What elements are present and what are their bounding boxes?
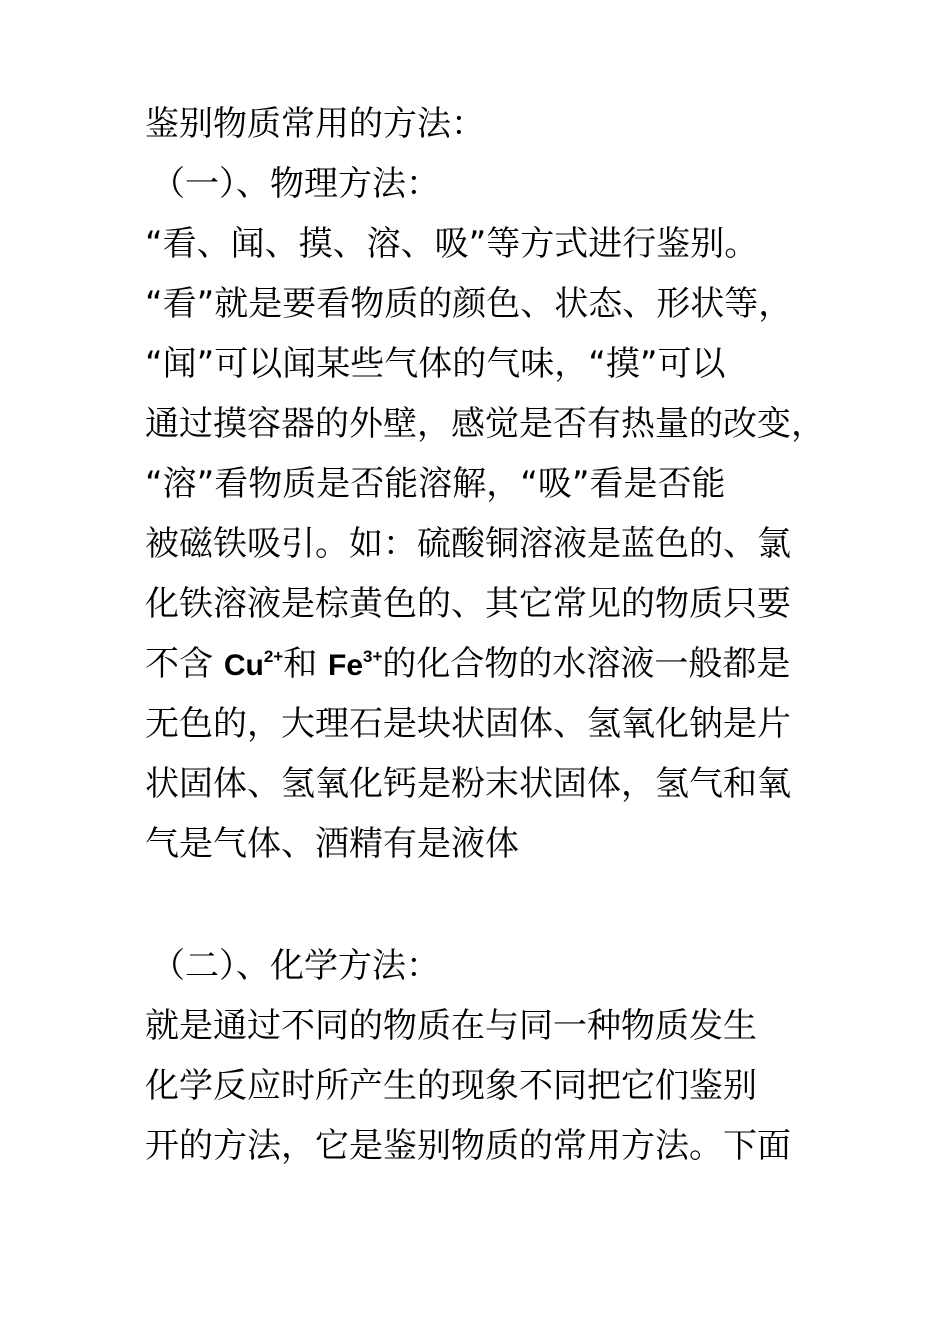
body-line: 无色的，大理石是块状固体、氢氧化钠是片 (145, 704, 791, 744)
ion-line-suffix: 的化合物的水溶液一般都是 (382, 644, 791, 684)
body-line: 气是气体、酒精有是液体 (145, 824, 519, 864)
body-line: 开的方法，它是鉴别物质的常用方法。下面 (145, 1126, 791, 1166)
iron-ion-symbol: Fe (328, 649, 364, 682)
ion-line-prefix: 不含 (145, 644, 224, 684)
document-title: 鉴别物质常用的方法： (145, 104, 485, 144)
paragraph-gap (145, 874, 845, 936)
body-line: “闻”可以闻某些气体的气味，“摸”可以 (145, 344, 726, 384)
section-heading-physical: （一）、物理方法： (151, 164, 440, 204)
body-line: 化学反应时所产生的现象不同把它们鉴别 (145, 1066, 757, 1106)
copper-ion-charge: 2+ (263, 647, 284, 666)
body-line: “看、闻、摸、溶、吸”等方式进行鉴别。 (145, 224, 759, 264)
body-line: 就是通过不同的物质在与同一种物质发生 (145, 1006, 757, 1046)
body-line: “看”就是要看物质的颜色、状态、形状等， (145, 284, 793, 324)
body-line: 通过摸容器的外壁，感觉是否有热量的改变， (145, 404, 825, 444)
body-line: 状固体、氢氧化钙是粉末状固体，氢气和氧 (145, 764, 791, 804)
body-line: 化铁溶液是棕黄色的、其它常见的物质只要 (145, 584, 791, 624)
document-body (145, 94, 845, 1176)
ion-line-middle: 和 (283, 644, 329, 684)
copper-ion-symbol: Cu (223, 649, 264, 682)
section-heading-chemical: （二）、化学方法： (151, 946, 440, 986)
body-line: 被磁铁吸引。如：硫酸铜溶液是蓝色的、氯 (145, 524, 791, 564)
body-line-ions (145, 634, 845, 694)
body-line: “溶”看物质是否能溶解，“吸”看是否能 (145, 464, 726, 504)
iron-ion-charge: 3+ (363, 647, 383, 666)
